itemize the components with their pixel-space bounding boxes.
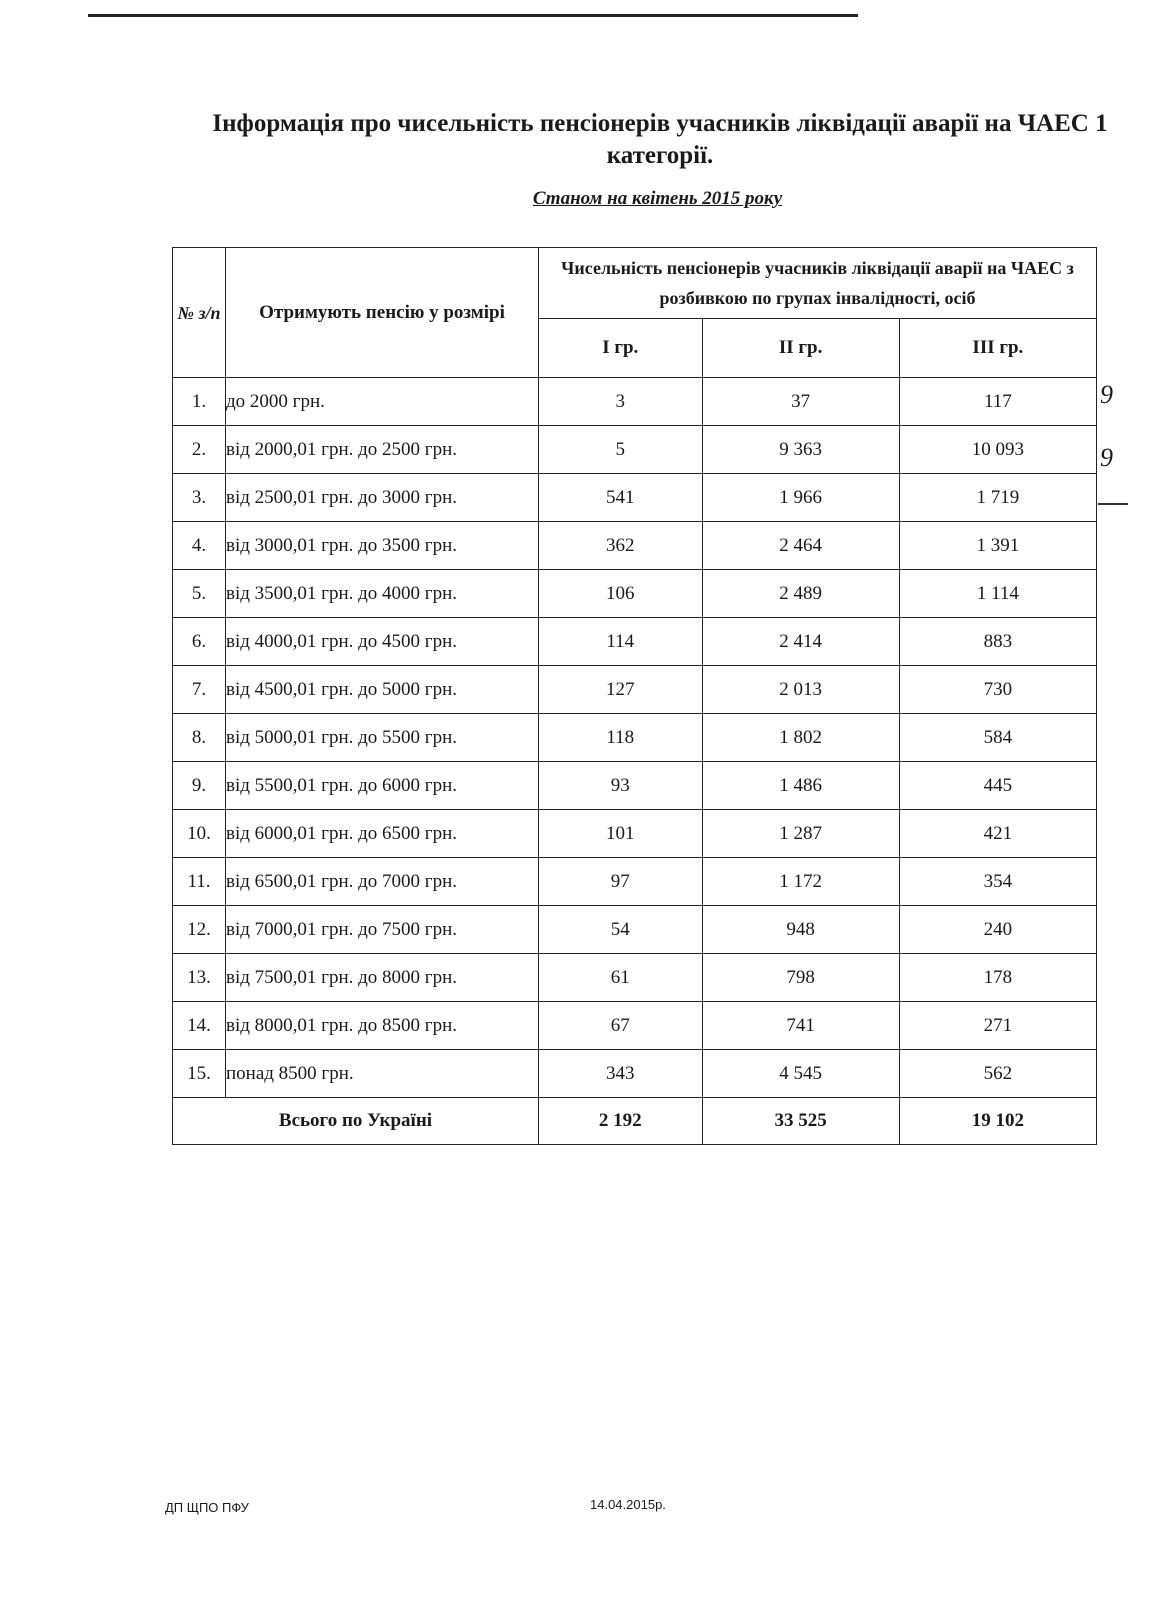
row-g1: 127 (539, 666, 703, 714)
row-g3: 730 (899, 666, 1096, 714)
total-g3: 19 102 (899, 1098, 1096, 1145)
row-g1: 118 (539, 714, 703, 762)
row-g3: 562 (899, 1050, 1096, 1098)
table-row (173, 570, 1097, 618)
row-num: 11. (173, 858, 226, 906)
row-g2: 2 464 (702, 522, 899, 570)
row-g3: 1 391 (899, 522, 1096, 570)
table-row (173, 426, 1097, 474)
footer-date: 14.04.2015р. (590, 1497, 666, 1512)
row-range: від 6500,01 грн. до 7000 грн. (226, 858, 539, 906)
table-row (173, 906, 1097, 954)
header-num: № з/п (173, 248, 226, 378)
row-num: 3. (173, 474, 226, 522)
pensioners-table (172, 247, 1097, 1145)
row-g3: 883 (899, 618, 1096, 666)
table-row (173, 762, 1097, 810)
row-g2: 2 489 (702, 570, 899, 618)
row-g2: 2 013 (702, 666, 899, 714)
row-g1: 61 (539, 954, 703, 1002)
row-range: від 6000,01 грн. до 6500 грн. (226, 810, 539, 858)
row-g3: 421 (899, 810, 1096, 858)
row-g3: 240 (899, 906, 1096, 954)
footer-org: ДП ЩПО ПФУ (165, 1500, 249, 1515)
row-g3: 1 114 (899, 570, 1096, 618)
row-g1: 3 (539, 378, 703, 426)
row-range: до 2000 грн. (226, 378, 539, 426)
row-g1: 93 (539, 762, 703, 810)
row-num: 4. (173, 522, 226, 570)
table-row (173, 666, 1097, 714)
table-row (173, 474, 1097, 522)
total-row (173, 1098, 1097, 1145)
margin-note-2: 9 (1100, 443, 1113, 472)
row-g1: 114 (539, 618, 703, 666)
total-label: Всього по Україні (173, 1098, 539, 1145)
row-range: від 7500,01 грн. до 8000 грн. (226, 954, 539, 1002)
row-range: від 4500,01 грн. до 5000 грн. (226, 666, 539, 714)
row-num: 6. (173, 618, 226, 666)
row-g1: 97 (539, 858, 703, 906)
row-g2: 948 (702, 906, 899, 954)
row-range: від 2000,01 грн. до 2500 грн. (226, 426, 539, 474)
row-g1: 5 (539, 426, 703, 474)
row-g2: 37 (702, 378, 899, 426)
row-g3: 584 (899, 714, 1096, 762)
row-g3: 1 719 (899, 474, 1096, 522)
header-group-3: ІІІ гр. (899, 319, 1096, 378)
row-range: від 8000,01 грн. до 8500 грн. (226, 1002, 539, 1050)
row-range: від 4000,01 грн. до 4500 грн. (226, 618, 539, 666)
row-g3: 271 (899, 1002, 1096, 1050)
table-row (173, 1002, 1097, 1050)
row-g2: 741 (702, 1002, 899, 1050)
row-range: від 5000,01 грн. до 5500 грн. (226, 714, 539, 762)
top-rule (88, 14, 858, 17)
row-g3: 178 (899, 954, 1096, 1002)
row-g2: 1 966 (702, 474, 899, 522)
margin-dash (1098, 503, 1128, 505)
table-body (173, 378, 1097, 1098)
table-row (173, 954, 1097, 1002)
row-g2: 9 363 (702, 426, 899, 474)
row-num: 10. (173, 810, 226, 858)
row-g1: 541 (539, 474, 703, 522)
row-range: від 7000,01 грн. до 7500 грн. (226, 906, 539, 954)
row-range: від 2500,01 грн. до 3000 грн. (226, 474, 539, 522)
header-group: Чисельність пенсіонерів учасників ліквідації аварії на ЧАЕС з розбивкою по групах інвалідності, осіб (539, 248, 1097, 319)
table-row (173, 1050, 1097, 1098)
row-num: 12. (173, 906, 226, 954)
row-num: 1. (173, 378, 226, 426)
row-g1: 362 (539, 522, 703, 570)
document-subtitle: Станом на квітень 2015 року (532, 188, 783, 209)
table-row (173, 618, 1097, 666)
row-num: 7. (173, 666, 226, 714)
row-num: 2. (173, 426, 226, 474)
table-row (173, 810, 1097, 858)
header-group-2: ІІ гр. (702, 319, 899, 378)
document-title: Інформація про чисельність пенсіонерів учасників ліквідації аварії на ЧАЕС 1 категорії. (212, 110, 1108, 169)
table-row (173, 378, 1097, 426)
row-g2: 4 545 (702, 1050, 899, 1098)
header-size: Отримують пенсію у розмірі (226, 248, 539, 378)
row-num: 14. (173, 1002, 226, 1050)
row-g3: 445 (899, 762, 1096, 810)
row-g3: 117 (899, 378, 1096, 426)
row-range: від 5500,01 грн. до 6000 грн. (226, 762, 539, 810)
row-num: 5. (173, 570, 226, 618)
row-g1: 106 (539, 570, 703, 618)
row-range: від 3000,01 грн. до 3500 грн. (226, 522, 539, 570)
row-g2: 798 (702, 954, 899, 1002)
row-g3: 10 093 (899, 426, 1096, 474)
table-row (173, 714, 1097, 762)
row-g2: 2 414 (702, 618, 899, 666)
row-range: від 3500,01 грн. до 4000 грн. (226, 570, 539, 618)
row-range: понад 8500 грн. (226, 1050, 539, 1098)
row-num: 9. (173, 762, 226, 810)
table-row (173, 522, 1097, 570)
row-g1: 67 (539, 1002, 703, 1050)
row-num: 13. (173, 954, 226, 1002)
table-row (173, 858, 1097, 906)
row-g2: 1 287 (702, 810, 899, 858)
row-g2: 1 802 (702, 714, 899, 762)
row-num: 15. (173, 1050, 226, 1098)
total-g2: 33 525 (702, 1098, 899, 1145)
margin-note-1: 9 (1100, 380, 1113, 409)
row-g1: 343 (539, 1050, 703, 1098)
header-group-1: І гр. (539, 319, 703, 378)
row-g1: 54 (539, 906, 703, 954)
row-g3: 354 (899, 858, 1096, 906)
row-g1: 101 (539, 810, 703, 858)
row-g2: 1 486 (702, 762, 899, 810)
total-g1: 2 192 (539, 1098, 703, 1145)
row-g2: 1 172 (702, 858, 899, 906)
row-num: 8. (173, 714, 226, 762)
